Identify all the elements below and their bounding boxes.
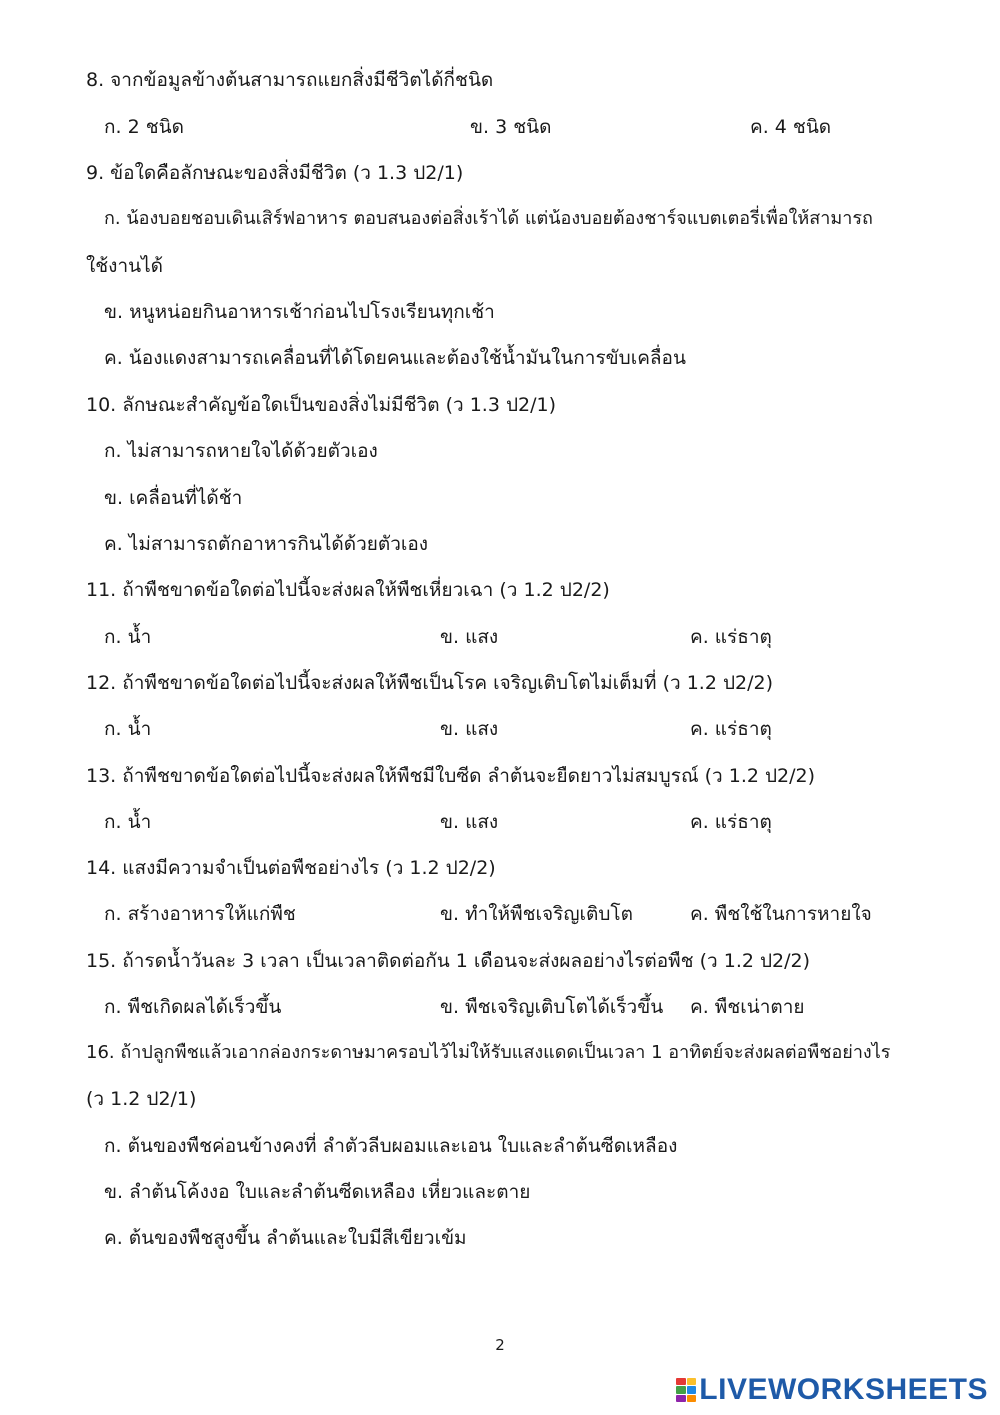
question-10-option-c[interactable]: ค. ไม่สามารถตักอาหารกินได้ด้วยตัวเอง	[104, 533, 429, 555]
question-8-option-c[interactable]: ค. 4 ชนิด	[750, 116, 832, 138]
question-14-option-a[interactable]: ก. สร้างอาหารให้แก่พืช	[104, 903, 296, 925]
question-16-option-a[interactable]: ก. ต้นของพืชค่อนข้างคงที่ ลำตัวลีบผอมและเอน ใบและลำต้นซีดเหลือง	[104, 1135, 678, 1157]
question-10-option-b[interactable]: ข. เคลื่อนที่ได้ช้า	[104, 487, 243, 509]
question-13-option-c[interactable]: ค. แร่ธาตุ	[690, 811, 772, 833]
question-9-option-a[interactable]: ก. น้องบอยชอบเดินเสิร์ฟอาหาร ตอบสนองต่อสิ่งเร้าได้ แต่น้องบอยต้องชาร์จแบตเตอรี่เพื่อให้สามารถ	[104, 208, 873, 229]
question-11-stem: 11. ถ้าพืชขาดข้อใดต่อไปนี้จะส่งผลให้พืชเหี่ยวเฉา (ว 1.2 ป2/2)	[86, 579, 610, 601]
liveworksheets-logo-text: LIVEWORKSHEETS	[699, 1373, 988, 1406]
question-13-stem: 13. ถ้าพืชขาดข้อใดต่อไปนี้จะส่งผลให้พืชมีใบซีด ลำต้นจะยืดยาวไม่สมบูรณ์ (ว 1.2 ป2/2)	[86, 765, 816, 787]
question-10-stem: 10. ลักษณะสำคัญข้อใดเป็นของสิ่งไม่มีชีวิต (ว 1.3 ป2/1)	[86, 394, 557, 416]
question-8-option-a[interactable]: ก. 2 ชนิด	[104, 116, 184, 138]
question-11-option-c[interactable]: ค. แร่ธาตุ	[690, 626, 772, 648]
question-13-option-b[interactable]: ข. แสง	[440, 811, 499, 833]
question-12-option-a[interactable]: ก. น้ำ	[104, 718, 152, 740]
question-16-option-c[interactable]: ค. ต้นของพืชสูงขึ้น ลำต้นและใบมีสีเขียวเข้ม	[104, 1227, 467, 1249]
question-11-option-b[interactable]: ข. แสง	[440, 626, 499, 648]
question-15-option-c[interactable]: ค. พืชเน่าตาย	[690, 996, 805, 1018]
question-14-stem: 14. แสงมีความจำเป็นต่อพืชอย่างไร (ว 1.2 ป2/2)	[86, 857, 496, 879]
question-9-stem: 9. ข้อใดคือลักษณะของสิ่งมีชีวิต (ว 1.3 ป2/1)	[86, 162, 464, 184]
question-11-option-a[interactable]: ก. น้ำ	[104, 626, 152, 648]
page-number: 2	[495, 1336, 505, 1354]
question-15-option-a[interactable]: ก. พืชเกิดผลได้เร็วขึ้น	[104, 996, 282, 1018]
question-9-option-c[interactable]: ค. น้องแดงสามารถเคลื่อนที่ได้โดยคนและต้องใช้น้ำมันในการขับเคลื่อน	[104, 347, 686, 369]
question-16-stem: 16. ถ้าปลูกพืชแล้วเอากล่องกระดาษมาครอบไว้ไม่ให้รับแสงแดดเป็นเวลา 1 อาทิตย์จะส่งผลต่อพืชอย่างไร	[86, 1042, 891, 1063]
liveworksheets-logo	[676, 1374, 988, 1406]
question-8-option-b[interactable]: ข. 3 ชนิด	[470, 116, 552, 138]
question-10-option-a[interactable]: ก. ไม่สามารถหายใจได้ด้วยตัวเอง	[104, 440, 378, 462]
question-16-stem-continued: (ว 1.2 ป2/1)	[86, 1088, 197, 1110]
question-14-option-b[interactable]: ข. ทำให้พืชเจริญเติบโต	[440, 903, 633, 925]
question-8-stem: 8. จากข้อมูลข้างต้นสามารถแยกสิ่งมีชีวิตได้กี่ชนิด	[86, 69, 494, 91]
question-9-option-b[interactable]: ข. หนูหน่อยกินอาหารเช้าก่อนไปโรงเรียนทุกเช้า	[104, 301, 495, 323]
question-16-option-b[interactable]: ข. ลำต้นโค้งงอ ใบและลำต้นซีดเหลือง เหี่ยวและตาย	[104, 1181, 531, 1203]
question-12-option-b[interactable]: ข. แสง	[440, 718, 499, 740]
question-9-option-a-continued: ใช้งานได้	[86, 255, 164, 277]
question-12-option-c[interactable]: ค. แร่ธาตุ	[690, 718, 772, 740]
question-13-option-a[interactable]: ก. น้ำ	[104, 811, 152, 833]
liveworksheets-logo-icon	[676, 1378, 696, 1402]
question-15-option-b[interactable]: ข. พืชเจริญเติบโตได้เร็วขึ้น	[440, 996, 664, 1018]
question-15-stem: 15. ถ้ารดน้ำวันละ 3 เวลา เป็นเวลาติดต่อกัน 1 เดือนจะส่งผลอย่างไรต่อพืช (ว 1.2 ป2/2)	[86, 950, 811, 972]
question-12-stem: 12. ถ้าพืชขาดข้อใดต่อไปนี้จะส่งผลให้พืชเป็นโรค เจริญเติบโตไม่เต็มที่ (ว 1.2 ป2/2)	[86, 672, 774, 694]
question-14-option-c[interactable]: ค. พืชใช้ในการหายใจ	[690, 903, 872, 925]
